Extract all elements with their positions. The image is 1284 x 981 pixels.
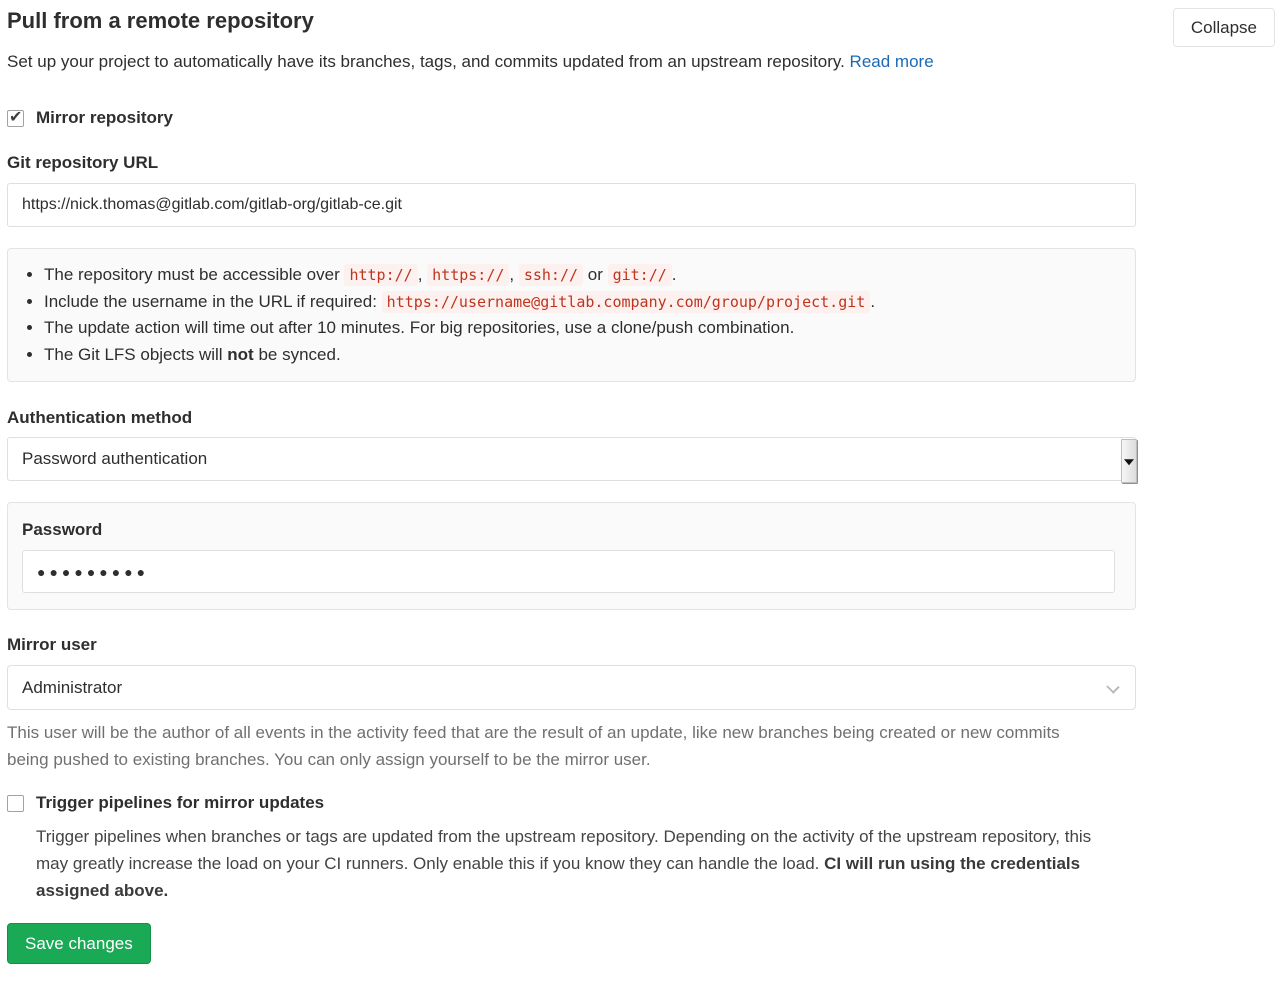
mirror-user-value: Administrator [22,677,123,697]
mirror-repository-checkbox[interactable] [7,110,24,127]
trigger-pipelines-checkbox[interactable] [7,795,24,812]
mirror-user-label: Mirror user [7,635,97,654]
authentication-method-select[interactable] [7,437,1136,481]
trigger-pipelines-help: Trigger pipelines when branches or tags are updated from the upstream repository. Depending on the activity of the upstream repository, this may greatly increase the load on your CI runners. Only enable this if you know they can handle the load. CI will run using the credentials assigned above. [36,827,1092,900]
authentication-method-label: Authentication method [7,408,193,427]
mirror-repository-label[interactable]: Mirror repository [36,108,173,127]
authentication-method-value: Password authentication [22,449,208,468]
code-git: git:// [608,264,672,286]
section-description [7,48,1136,75]
code-ssh: ssh:// [519,264,583,286]
read-more-link[interactable]: Read more [849,52,934,71]
note-lfs-not: not [227,344,254,364]
trigger-help-bold: CI will run using the credentials assigned above. [36,854,1081,900]
mirror-notes-list [18,262,1119,368]
save-changes-button[interactable]: Save changes [7,923,151,964]
password-panel [7,502,1136,610]
select-dropdown-arrow-icon[interactable] [1121,439,1137,483]
mirror-repository-row [7,108,1136,128]
trigger-pipelines-row [7,793,1136,813]
password-input[interactable] [22,550,1115,593]
description-text: Set up your project to automatically have its branches, tags, and commits updated from an upstream repository. [7,52,850,71]
collapse-button[interactable]: Collapse [1173,8,1275,47]
mirror-user-select[interactable] [7,665,1136,710]
mirror-settings-form [7,108,1136,964]
git-repository-url-input[interactable] [7,183,1136,227]
chevron-down-icon [1106,680,1119,693]
note-lfs: • The Git LFS objects will not be synced. [44,342,1119,369]
code-https: https:// [427,264,509,286]
note-username: • Include the username in the URL if required: https://username@gitlab.company.com/group/project.git . [44,289,1119,316]
note-protocols: • The repository must be accessible over http:// , https:// , ssh:// or git:// . [44,262,1119,289]
page-title: Pull from a remote repository [7,8,314,33]
code-http: http:// [344,264,417,286]
mirror-notes-panel [7,248,1136,382]
trigger-pipelines-label[interactable]: Trigger pipelines for mirror updates [36,793,325,812]
git-repository-url-label: Git repository URL [7,153,159,172]
code-example-url: https://username@gitlab.company.com/group/project.git [382,291,871,313]
mirror-user-help: This user will be the author of all events in the activity feed that are the result of an update, like new branches being created or new commits being pushed to existing branches. You can only assign yourself to be the mirror user. [7,723,1060,769]
password-label: Password [22,520,103,539]
note-timeout: • The update action will time out after 10 minutes. For big repositories, use a clone/push combination. [44,315,1119,342]
